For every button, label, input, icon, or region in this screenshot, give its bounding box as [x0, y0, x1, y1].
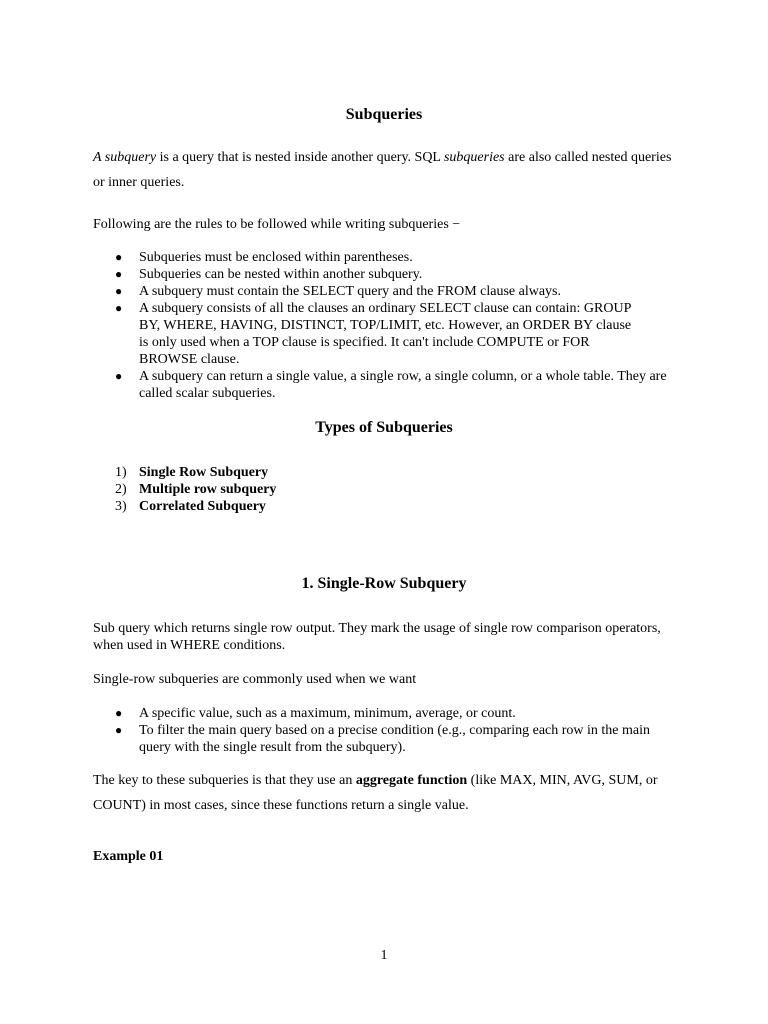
- section1-bullets: [93, 705, 683, 756]
- bullet-icon: ●: [115, 267, 123, 281]
- types-list: [93, 464, 683, 515]
- page-number: 1: [380, 948, 388, 963]
- list-item: ● A subquery must contain the SELECT query and the FROM clause always.: [115, 284, 562, 299]
- list-item: ● Subqueries must be enclosed within parentheses.: [115, 250, 413, 265]
- list-item: 1) Single Row Subquery: [115, 465, 269, 480]
- list-item: ● A subquery can return a single value, a single row, a single column, or a whole table. They are called scalar subqueries.: [115, 369, 667, 401]
- section1-paragraph-1: Sub query which returns single row output. They mark the usage of single row comparison operators, when used in WHERE conditions.: [93, 621, 661, 653]
- intro-term: A subquery: [93, 150, 157, 165]
- bullet-icon: ●: [115, 301, 123, 315]
- aggregate-function-term: aggregate function: [355, 773, 468, 788]
- intro-text-2: are also called nested queries or inner queries.: [93, 150, 672, 190]
- list-item: 3) Correlated Subquery: [115, 499, 266, 514]
- intro-text-1: is a query that is nested inside another query. SQL: [156, 150, 444, 165]
- example-label: Example 01: [93, 849, 164, 864]
- section1-paragraph-2: Single-row subqueries are commonly used when we want: [93, 672, 417, 687]
- list-item: ● A subquery consists of all the clauses an ordinary SELECT clause can contain: GROUP BY, WHERE, HAVING, DISTINCT, TOP/LIMIT, etc. However, an ORDER BY clause is only used when a TOP clause is specified. It can't include COMPUTE or FOR BROWSE clause.: [115, 301, 632, 367]
- types-heading: Types of Subqueries: [315, 419, 453, 436]
- key-paragraph: The key to these subqueries is that they use an aggregate function (like MAX, MIN, AVG, SUM, or COUNT) in most cases, since these functions return a single value.: [93, 773, 658, 813]
- bullet-icon: ●: [115, 284, 123, 298]
- rules-list: [93, 249, 683, 402]
- list-item: ● Subqueries can be nested within another subquery.: [115, 267, 423, 282]
- section1-heading: 1. Single-Row Subquery: [301, 575, 467, 592]
- list-item: ● To filter the main query based on a precise condition (e.g., comparing each row in the main query with the single result from the subquery).: [115, 723, 651, 755]
- bullet-icon: ●: [115, 706, 123, 720]
- bullet-icon: ●: [115, 250, 123, 264]
- rules-intro: Following are the rules to be followed while writing subqueries −: [93, 217, 461, 232]
- bullet-icon: ●: [115, 723, 123, 737]
- intro-paragraph: [93, 145, 683, 195]
- bullet-icon: ●: [115, 369, 123, 383]
- list-item: 2) Multiple row subquery: [115, 482, 277, 497]
- page-title: Subqueries: [345, 106, 423, 123]
- intro-term-2: subqueries: [443, 150, 505, 165]
- list-item: ● A specific value, such as a maximum, minimum, average, or count.: [115, 706, 516, 721]
